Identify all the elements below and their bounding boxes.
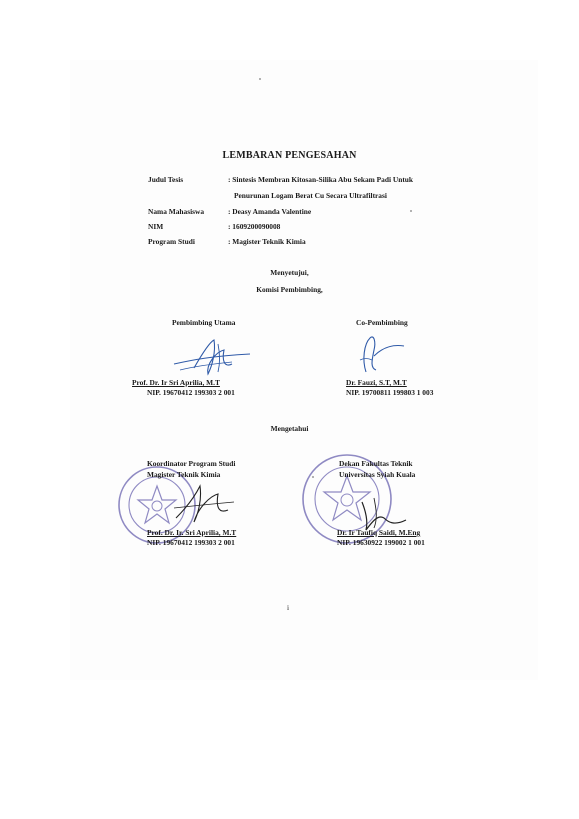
- info-label: NIM: [148, 222, 164, 231]
- coordinator-role-line2: Magister Teknik Kimia: [147, 470, 221, 479]
- page-number: i: [287, 603, 290, 612]
- dean-role-line2: Universitas Syiah Kuala: [339, 470, 416, 479]
- info-label: Program Studi: [148, 237, 195, 246]
- advisor-co-name: Dr. Fauzi, S.T, M.T: [346, 378, 407, 387]
- advisor-main-role: Pembimbing Utama: [172, 318, 236, 327]
- approval-line1: Menyetujui,: [270, 268, 309, 277]
- scan-speck: [259, 78, 261, 80]
- info-value: : Deasy Amanda Valentine: [228, 207, 312, 216]
- info-value: Penurunan Logam Berat Cu Secara Ultrafiltrasi: [234, 191, 387, 200]
- advisor-co-nip: NIP. 19700811 199803 1 003: [346, 388, 434, 397]
- info-label: Judul Tesis: [148, 175, 184, 184]
- dean-nip: NIP. 19630922 199002 1 001: [337, 538, 425, 547]
- info-value: : Sintesis Membran Kitosan-Silika Abu Sekam Padi Untuk: [228, 175, 414, 184]
- advisor-main-nip: NIP. 19670412 199303 2 001: [147, 388, 235, 397]
- coordinator-signature: [172, 478, 236, 528]
- acknowledged-label: Mengetahui: [270, 424, 309, 433]
- approval-line2: Komisi Pembimbing,: [256, 285, 323, 294]
- dean-name: Dr. Ir Taufiq Saidi, M.Eng: [337, 528, 421, 537]
- advisor-main-signature: [172, 334, 252, 378]
- coordinator-name: Prof. Dr. Ir. Sri Aprilia, M.T: [147, 528, 237, 537]
- advisor-main-name: Prof. Dr. Ir Sri Aprilia, M.T: [132, 378, 220, 387]
- advisor-co-role: Co-Pembimbing: [356, 318, 408, 327]
- info-value: : 1609200090008: [228, 222, 281, 231]
- advisor-co-signature: [356, 330, 416, 376]
- dean-role-line1: Dekan Fakultas Teknik: [339, 459, 413, 468]
- coordinator-role-line1: Koordinator Program Studi: [147, 459, 236, 468]
- info-label: Nama Mahasiswa: [148, 207, 205, 216]
- document-title: LEMBARAN PENGESAHAN: [222, 150, 357, 161]
- coordinator-nip: NIP. 19670412 199303 2 001: [147, 538, 235, 547]
- info-value: : Magister Teknik Kimia: [228, 237, 306, 246]
- scan-speck: [410, 210, 412, 212]
